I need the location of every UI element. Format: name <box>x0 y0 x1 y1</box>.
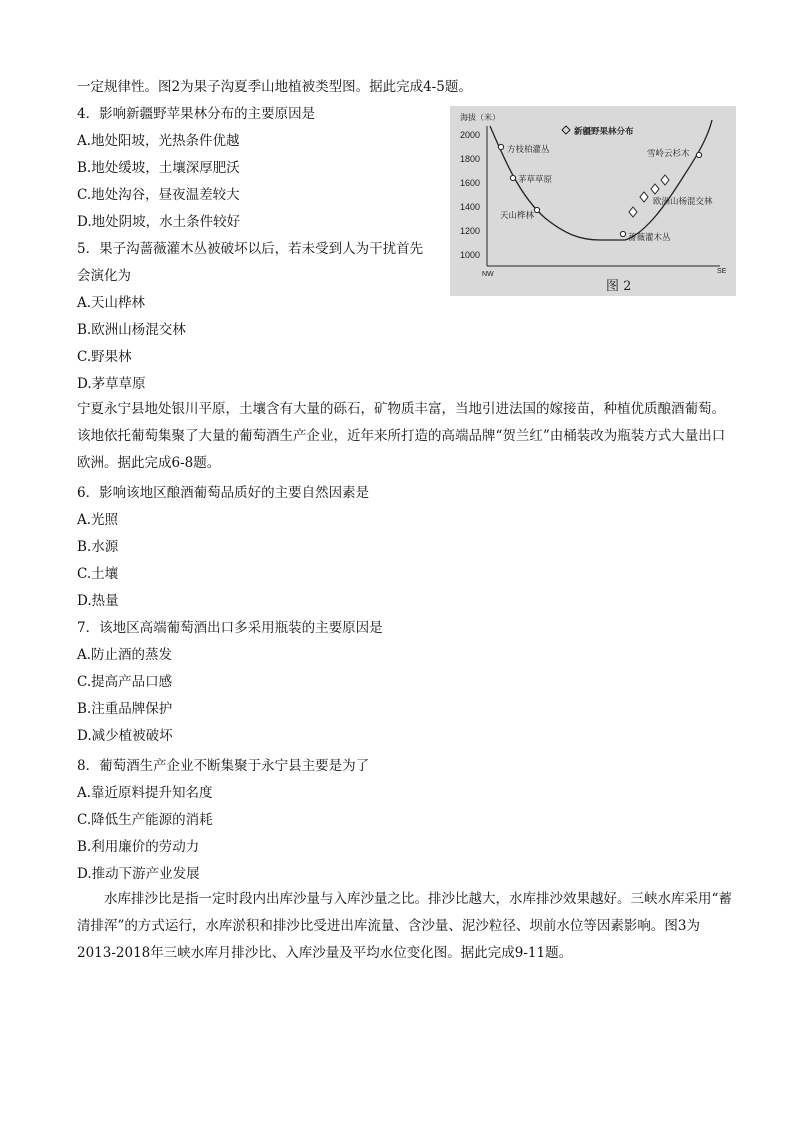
q4-option-d: D.地处阴坡，水土条件较好 <box>77 214 241 230</box>
figure-2-ytick: 1400 <box>460 202 481 212</box>
q5-stem-line2: 会演化为 <box>77 268 131 284</box>
figure-2-label: 方枝柏灌丛 <box>507 145 550 155</box>
q4-option-c: C.地处沟谷，昼夜温差较大 <box>77 187 240 203</box>
figure-2-x-right: SE <box>717 268 727 275</box>
diamond-icon <box>629 207 637 217</box>
q8-stem: 8．葡萄酒生产企业不断集聚于永宁县主要是为了 <box>77 758 370 774</box>
diamond-icon <box>562 126 570 134</box>
q5-option-c: C.野果林 <box>77 349 132 365</box>
passage-9-11: 水库排沙比是指一定时段内出库沙量与入库沙量之比。排沙比越大，水库排沙效果越好。三峡水库采用“蓄清排浑”的方式运行，水库淤积和排沙比受进出库流量、含沙量、泥沙粒径、坝前水位等因素影响。图3为2013-2018年三峡水库月排沙比、入库沙量及平均水位变化图。据此完成9-11题。 <box>77 891 732 961</box>
figure-2-marker <box>534 207 539 212</box>
figure-2-marker <box>620 231 625 236</box>
figure-2-label: 欧洲山杨混交林 <box>653 197 713 207</box>
q7-option-2: C.提高产品口感 <box>77 674 173 690</box>
figure-2-label: 雪岭云杉木 <box>647 149 690 159</box>
q8-option-2: C.降低生产能源的消耗 <box>77 812 213 828</box>
figure-2-label: 蔷薇灌木丛 <box>628 233 671 243</box>
figure-2-caption: 图 2 <box>606 279 632 294</box>
q7-stem: 7．该地区高端葡萄酒出口多采用瓶装的主要原因是 <box>77 620 383 636</box>
figure-2-marker <box>510 175 515 180</box>
figure-2-ytick: 1600 <box>460 178 481 188</box>
figure-2-ytick: 1000 <box>460 250 481 260</box>
q8-option-4: D.推动下游产业发展 <box>77 866 200 882</box>
intro-text: 一定规律性。图2为果子沟夏季山地植被类型图。据此完成4-5题。 <box>77 79 472 95</box>
figure-2-label: 天山桦林 <box>500 211 535 221</box>
q6-option-b: B.水源 <box>77 539 119 555</box>
figure-2-ytick: 1200 <box>460 226 481 236</box>
diamond-icon <box>651 184 659 194</box>
q4-option-b: B.地处缓坡，土壤深厚肥沃 <box>77 160 240 176</box>
figure-2-vegetation-diagram <box>450 106 736 296</box>
figure-2-legend: 新疆野果林分布 <box>574 127 634 137</box>
q7-option-3: B.注重品牌保护 <box>77 701 173 717</box>
figure-2-marker <box>696 152 701 157</box>
figure-2-ytick: 2000 <box>460 130 481 140</box>
figure-2-svg <box>450 106 736 296</box>
q5-option-d: D.茅草草原 <box>77 376 146 392</box>
q5-stem-line1: 5．果子沟蔷薇灌木丛被破坏以后，若未受到人为干扰首先 <box>77 241 424 257</box>
figure-2-x-left: NW <box>482 271 494 278</box>
q6-option-a: A.光照 <box>77 512 119 528</box>
q5-option-a: A.天山桦林 <box>77 295 146 311</box>
q7-option-1: A.防止酒的蒸发 <box>77 647 173 663</box>
diamond-icon <box>661 175 669 185</box>
q7-option-4: D.减少植被破坏 <box>77 728 173 744</box>
figure-2-marker <box>498 144 503 149</box>
diamond-icon <box>640 192 648 202</box>
q8-option-1: A.靠近原料提升知名度 <box>77 785 213 801</box>
q4-option-a: A.地处阳坡，光热条件优越 <box>77 133 240 149</box>
figure-2-ytick: 1800 <box>460 154 481 164</box>
q6-stem: 6．影响该地区酿酒葡萄品质好的主要自然因素是 <box>77 485 370 501</box>
q6-option-c: C.土壤 <box>77 566 119 582</box>
figure-2-label: 茅草草原 <box>518 175 553 185</box>
q8-option-3: B.利用廉价的劳动力 <box>77 839 200 855</box>
q5-option-b: B.欧洲山杨混交林 <box>77 322 186 338</box>
figure-2-ylabel: 海拔（米） <box>460 113 500 122</box>
q4-stem: 4．影响新疆野苹果林分布的主要原因是 <box>77 106 316 122</box>
passage-6-8: 宁夏永宁县地处银川平原，土壤含有大量的砾石，矿物质丰富，当地引进法国的嫁接苗，种植优质酿酒葡萄。该地依托葡萄集聚了大量的葡萄酒生产企业，近年来所打造的高端品牌“贺兰红”由桶装改为瓶装方式大量出口欧洲。据此完成6-8题。 <box>77 401 726 471</box>
q6-option-d: D.热量 <box>77 593 119 609</box>
